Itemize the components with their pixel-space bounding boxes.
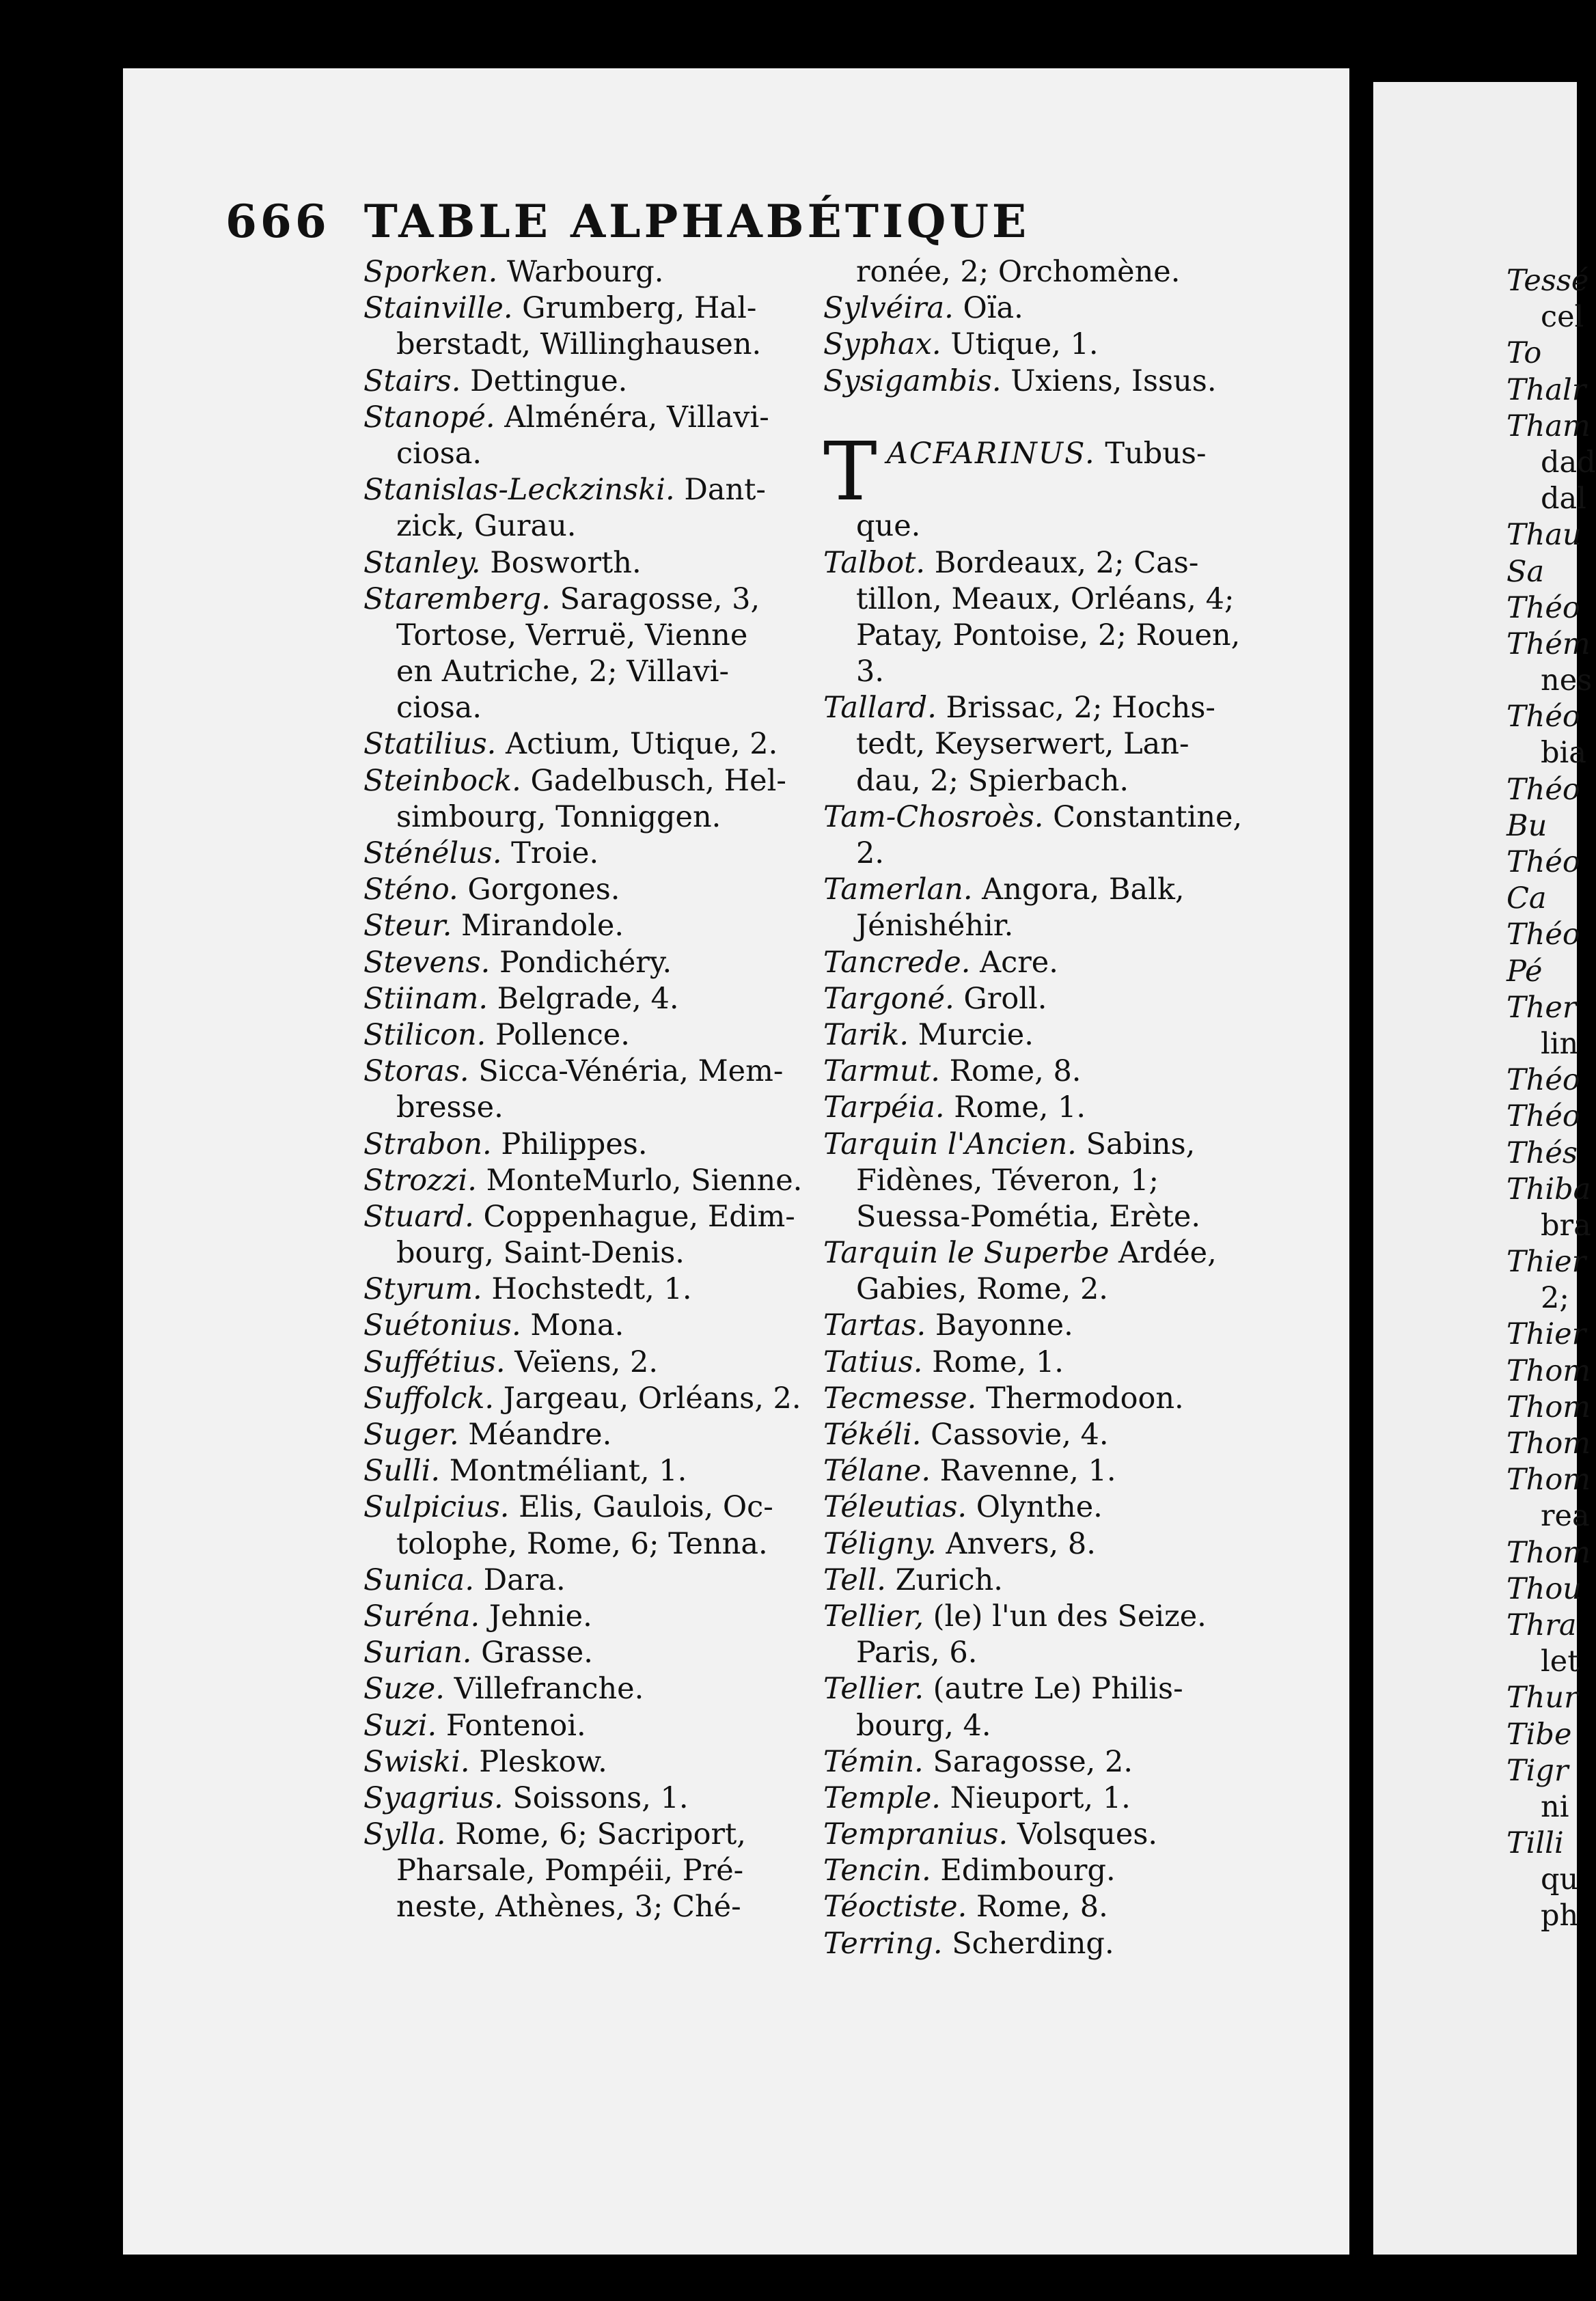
adjacent-page-fragment: Théo <box>1506 1099 1580 1134</box>
entry-name: Tarik. <box>823 1017 909 1052</box>
entry-name: Suze. <box>363 1672 445 1707</box>
entry-name: Stiinam. <box>363 981 489 1016</box>
entry-places: Acre. <box>970 945 1058 980</box>
entry-name: Tarquin l'Ancien. <box>823 1127 1077 1161</box>
index-entry <box>363 1599 787 1635</box>
adjacent-page-fragment: let <box>1541 1644 1580 1679</box>
entry-name: Syphax. <box>823 327 941 362</box>
entry-places: Zurich. <box>885 1562 1003 1597</box>
entry-continuation: en Autriche, 2; Villavi- <box>396 655 729 689</box>
index-entry <box>823 363 1247 400</box>
index-entry <box>823 290 1247 327</box>
index-entry <box>823 1744 1247 1780</box>
entry-name: Strozzi. <box>363 1163 477 1198</box>
index-entry <box>363 1453 787 1489</box>
entry-name: Suétonius. <box>363 1308 521 1343</box>
index-entry <box>823 1381 1247 1417</box>
entry-name: Tarmut. <box>823 1054 940 1089</box>
entry-name: Stilicon. <box>363 1017 486 1052</box>
adjacent-page-fragment: Ther <box>1506 990 1577 1025</box>
index-entry <box>823 945 1247 981</box>
entry-places: Rome, 1. <box>922 1345 1064 1379</box>
index-entry <box>823 1926 1247 1962</box>
entry-name: Steinbock. <box>363 763 521 798</box>
entry-name: Stainville. <box>363 291 513 326</box>
entry-name: Tatius. <box>823 1345 923 1379</box>
adjacent-page-fragment: dad <box>1541 445 1596 480</box>
entry-continuation: bourg, 4. <box>856 1708 991 1743</box>
entry-places: Sicca-Vénéria, Mem- <box>469 1054 784 1089</box>
entry-name: Sysigambis. <box>823 363 1002 398</box>
entry-places: Nieuport, 1. <box>940 1780 1131 1815</box>
entry-name: Staremberg. <box>363 581 551 616</box>
adjacent-page-fragment: dal <box>1541 482 1586 516</box>
index-entry <box>363 1345 787 1381</box>
entry-name: Suger. <box>363 1418 459 1452</box>
index-entry <box>363 1163 803 1199</box>
adjacent-page-fragment: lin <box>1541 1026 1579 1061</box>
index-column-right <box>823 254 1247 1962</box>
index-entry <box>363 1744 787 1780</box>
adjacent-page-fragment: Théo <box>1506 845 1580 879</box>
entry-name: Témin. <box>823 1744 924 1779</box>
page-header <box>225 195 1030 248</box>
entry-name: Tékéli. <box>823 1418 922 1452</box>
adjacent-page-fragment: Bu <box>1506 808 1547 843</box>
adjacent-page-fragment: Pé <box>1506 954 1543 989</box>
entry-name: Stanopé. <box>363 400 495 435</box>
entry-name: Storas. <box>363 1054 469 1089</box>
index-entry <box>363 1017 787 1053</box>
index-entry <box>363 763 787 799</box>
index-entry <box>363 1817 787 1853</box>
entry-continuation: tillon, Meaux, Orléans, 4; <box>856 581 1235 616</box>
index-entry <box>823 1017 1247 1053</box>
adjacent-page-fragment: qu <box>1541 1862 1579 1897</box>
entry-places: (le) l'un des Seize. <box>924 1599 1207 1634</box>
entry-places: Troie. <box>501 836 599 870</box>
entry-continuation: Jénishéhir. <box>856 909 1014 943</box>
index-entry <box>363 581 787 618</box>
index-entry <box>363 1053 787 1090</box>
index-entry <box>363 363 787 400</box>
adjacent-page-fragment: Thalr <box>1506 372 1586 407</box>
adjacent-page-fragment: Théo <box>1506 590 1580 625</box>
entry-continuation: tolophe, Rome, 6; Tenna. <box>396 1526 768 1561</box>
entry-places: Uxiens, Issus. <box>1001 363 1217 398</box>
adjacent-page-fragment: 2; <box>1541 1281 1569 1316</box>
index-entry <box>363 1489 787 1526</box>
entry-places: Pollence. <box>486 1017 630 1052</box>
page-number: 666 <box>225 195 330 248</box>
entry-name: Tellier, <box>823 1599 924 1634</box>
entry-name: Targoné. <box>823 981 954 1016</box>
entry-name: Tartas. <box>823 1308 926 1343</box>
index-entry <box>823 690 1247 726</box>
entry-places: Anvers, 8. <box>936 1526 1096 1561</box>
adjacent-page-fragment: nes <box>1541 663 1593 698</box>
index-entry <box>823 1489 1247 1526</box>
entry-places: Montméliant, 1. <box>440 1454 687 1489</box>
entry-places: Rome, 8. <box>967 1890 1108 1925</box>
entry-places: Veïens, 2. <box>505 1345 659 1379</box>
adjacent-page-fragment: Thur <box>1506 1681 1578 1716</box>
entry-name: Sylla. <box>363 1817 446 1852</box>
index-entry <box>363 254 787 290</box>
adjacent-page-fragment: Thom <box>1506 1535 1591 1570</box>
adjacent-page-fragment: ph <box>1541 1899 1579 1933</box>
entry-name: Stuard. <box>363 1199 474 1234</box>
adjacent-page-fragment: Thiba <box>1506 1172 1591 1207</box>
entry-continuation: bresse. <box>396 1090 504 1125</box>
adjacent-page-fragment: Thom <box>1506 1353 1591 1388</box>
entry-places: Dara. <box>474 1562 566 1597</box>
entry-name: Steur. <box>363 909 452 943</box>
entry-places: Jargeau, Orléans, 2. <box>494 1381 801 1416</box>
entry-places: Villefranche. <box>444 1672 644 1707</box>
entry-name: Sporken. <box>363 255 498 289</box>
entry-name: Strabon. <box>363 1127 492 1161</box>
index-entry <box>363 1562 787 1599</box>
index-entry <box>363 836 787 872</box>
index-entry <box>823 1780 1247 1817</box>
entry-places: Sabins, <box>1076 1127 1196 1161</box>
entry-name: Statilius. <box>363 727 497 762</box>
adjacent-page-fragment: Tigr <box>1506 1753 1569 1788</box>
entry-name: Sténo. <box>363 872 458 907</box>
entry-places: Bosworth. <box>480 545 642 580</box>
entry-name: Suffétius. <box>363 1345 506 1379</box>
entry-places: MonteMurlo, Sienne. <box>476 1163 803 1198</box>
index-entry <box>363 400 787 436</box>
entry-places: Tubus- <box>1095 436 1207 471</box>
index-entry <box>363 1635 787 1671</box>
adjacent-page-fragment: Théo <box>1506 1063 1580 1098</box>
adjacent-page-fragment: rea <box>1541 1499 1590 1534</box>
adjacent-page-fragment: bra <box>1541 1208 1591 1243</box>
index-entry <box>823 1671 1247 1707</box>
adjacent-page-fragment: ni <box>1541 1789 1569 1824</box>
index-entry <box>823 1090 1247 1126</box>
index-entry <box>823 981 1247 1017</box>
entry-continuation: zick, Gurau. <box>396 509 577 544</box>
entry-name: Terring. <box>823 1926 943 1961</box>
entry-name: Sylvéira. <box>823 291 954 326</box>
entry-continuation: 2. <box>856 836 885 871</box>
entry-continuation: ronée, 2; Orchomène. <box>856 255 1181 289</box>
entry-name: Tempranius. <box>823 1817 1008 1852</box>
entry-places: Warbourg. <box>497 255 664 289</box>
index-entry <box>363 290 787 327</box>
adjacent-page-fragment: Thés <box>1506 1135 1578 1170</box>
entry-places: Rome, 1. <box>944 1090 1086 1125</box>
index-entry <box>823 799 1247 836</box>
entry-places: Grasse. <box>471 1636 593 1670</box>
index-entry <box>823 1817 1247 1853</box>
entry-name: Stevens. <box>363 945 491 980</box>
index-entry <box>823 1526 1247 1562</box>
adjacent-page-fragment: Thom <box>1506 1427 1591 1461</box>
entry-places: Brissac, 2; Hochs- <box>936 691 1215 726</box>
entry-places: Olynthe. <box>967 1490 1103 1525</box>
entry-places: Elis, Gaulois, Oc- <box>509 1490 773 1525</box>
entry-name: Swiski. <box>363 1744 470 1779</box>
adjacent-page-fragment: Sa <box>1506 554 1545 589</box>
entry-continuation: berstadt, Willinghausen. <box>396 327 762 362</box>
entry-name: Talbot. <box>823 545 926 580</box>
index-entry <box>363 872 787 908</box>
entry-places: Bordeaux, 2; Cas- <box>925 545 1199 580</box>
entry-name: Télane. <box>823 1454 931 1489</box>
index-entry <box>363 981 787 1017</box>
index-entry <box>823 1345 1247 1381</box>
adjacent-page-fragment: Thém <box>1506 626 1591 661</box>
entry-places: Saragosse, 2. <box>923 1744 1133 1779</box>
entry-name: Tellier. <box>823 1672 924 1707</box>
index-entry <box>823 1235 1247 1271</box>
index-entry <box>823 1599 1247 1635</box>
entry-name: Tam-Chosroès. <box>823 799 1044 834</box>
index-entry <box>823 1853 1247 1889</box>
index-entry <box>823 545 1247 581</box>
index-entry <box>363 1780 787 1817</box>
entry-name: Surian. <box>363 1636 472 1670</box>
index-entry <box>823 1417 1247 1453</box>
entry-continuation: Suessa-Pométia, Erète. <box>856 1199 1200 1234</box>
adjacent-page-fragment: Thom <box>1506 1463 1591 1498</box>
index-entry <box>363 1308 787 1344</box>
entry-name: Stanislas-Leckzinski. <box>363 473 675 508</box>
entry-places: Pondichéry. <box>490 945 672 980</box>
index-entry <box>363 1199 795 1235</box>
entry-continuation: que. <box>856 509 921 544</box>
entry-name: Suréna. <box>363 1599 480 1634</box>
index-entry <box>823 327 1247 363</box>
index-entry <box>363 908 787 944</box>
entry-name: Sulli. <box>363 1454 441 1489</box>
entry-places: Soissons, 1. <box>503 1780 689 1815</box>
index-entry <box>823 1053 1247 1090</box>
entry-places: Ravenne, 1. <box>931 1454 1116 1489</box>
drop-cap: T <box>823 424 877 519</box>
entry-continuation: neste, Athènes, 3; Ché- <box>396 1890 741 1925</box>
entry-continuation: ciosa. <box>396 436 482 471</box>
adjacent-page-fragment: Théo <box>1506 700 1580 734</box>
adjacent-page-fragment: bia <box>1541 736 1586 771</box>
entry-name: Tecmesse. <box>823 1381 977 1416</box>
entry-places: Mirandole. <box>452 909 624 943</box>
entry-places: Méandre. <box>458 1418 612 1452</box>
entry-name: Téleutias. <box>823 1490 967 1525</box>
index-entry <box>363 1127 787 1163</box>
index-entry <box>823 1453 1247 1489</box>
entry-places: Saragosse, 3, <box>550 581 760 616</box>
index-entry <box>363 1417 787 1453</box>
entry-name: Temple. <box>823 1780 941 1815</box>
entry-continuation: Paris, 6. <box>856 1636 978 1670</box>
entry-places: Dant- <box>674 473 766 508</box>
index-entry <box>363 472 787 508</box>
entry-name: Tencin. <box>823 1854 931 1888</box>
entry-places: Gadelbusch, Hel- <box>521 763 786 798</box>
entry-places: Utique, 1. <box>941 327 1099 362</box>
entry-places: Gorgones. <box>458 872 620 907</box>
adjacent-page-fragment: To <box>1506 336 1542 371</box>
adjacent-page-fragment: Thau <box>1506 518 1582 553</box>
entry-places: Thermodoon. <box>976 1381 1184 1416</box>
entry-continuation: simbourg, Tonniggen. <box>396 799 721 834</box>
entry-places: Mona. <box>521 1308 624 1343</box>
blank-line <box>823 400 1247 436</box>
entry-continuation: Pharsale, Pompéii, Pré- <box>396 1854 744 1888</box>
entry-name: Stairs. <box>363 363 461 398</box>
index-entry <box>823 1127 1247 1163</box>
entry-places: Oïa. <box>953 291 1023 326</box>
entry-places: Groll. <box>954 981 1047 1016</box>
entry-places: Coppenhague, Edim- <box>473 1199 795 1234</box>
entry-continuation: tedt, Keyserwert, Lan- <box>856 727 1189 762</box>
entry-name: Styrum. <box>363 1272 482 1307</box>
entry-places: Cassovie, 4. <box>921 1418 1109 1452</box>
entry-continuation: ciosa. <box>396 691 482 726</box>
page-title: TABLE ALPHABÉTIQUE <box>363 195 1030 248</box>
adjacent-page-fragment: Thier <box>1506 1245 1586 1280</box>
entry-places: Jehnie. <box>480 1599 592 1634</box>
index-entry <box>363 545 787 581</box>
adjacent-page-fragment: cel <box>1541 300 1584 335</box>
entry-continuation: Patay, Pontoise, 2; Rouen, <box>856 618 1241 652</box>
entry-name: Suzi. <box>363 1708 437 1743</box>
entry-name: Syagrius. <box>363 1780 504 1815</box>
entry-name: Tamerlan. <box>823 872 973 907</box>
entry-continuation: 3. <box>856 655 885 689</box>
adjacent-page-fragment: Tibe <box>1506 1717 1572 1752</box>
entry-places: Rome, 6; Sacriport, <box>445 1817 746 1852</box>
entry-places: Murcie. <box>909 1017 1034 1052</box>
adjacent-page-fragment: Tilli <box>1506 1826 1564 1861</box>
entry-continuation: Gabies, Rome, 2. <box>856 1272 1108 1307</box>
adjacent-page-fragment: Thier <box>1506 1317 1586 1352</box>
entry-name: ACFARINUS. <box>886 436 1096 471</box>
index-entry <box>823 1562 1247 1599</box>
entry-places: Fontenoi. <box>437 1708 586 1743</box>
adjacent-page-fragment: Théo <box>1506 772 1580 807</box>
entry-name: Tarpéia. <box>823 1090 945 1125</box>
index-entry <box>363 1708 787 1744</box>
entry-places: Philippes. <box>491 1127 648 1161</box>
entry-places: Rome, 8. <box>939 1054 1082 1089</box>
entry-places: Ardée, <box>1109 1236 1217 1271</box>
index-entry <box>363 726 787 762</box>
entry-name: Tallard. <box>823 691 937 726</box>
entry-places: Constantine, <box>1043 799 1243 834</box>
entry-places: Dettingue. <box>460 363 628 398</box>
entry-name: Suffolck. <box>363 1381 495 1416</box>
index-entry <box>363 1381 801 1417</box>
entry-places: Alménéra, Villavi- <box>495 400 769 435</box>
entry-name: Sténélus. <box>363 836 502 870</box>
entry-places: Scherding. <box>942 1926 1114 1961</box>
entry-places: Edimbourg. <box>931 1854 1116 1888</box>
index-entry <box>823 1889 1247 1925</box>
entry-places: Pleskow. <box>469 1744 607 1779</box>
index-entry <box>823 872 1247 908</box>
entry-places: Angora, Balk, <box>972 872 1185 907</box>
entry-places: Actium, Utique, 2. <box>496 727 778 762</box>
entry-name: Tancrede. <box>823 945 971 980</box>
index-entry <box>823 424 1247 519</box>
entry-places: (autre Le) Philis- <box>924 1672 1183 1707</box>
entry-places: Volsques. <box>1008 1817 1158 1852</box>
entry-continuation: Tortose, Verruë, Vienne <box>396 618 748 652</box>
index-entry <box>363 945 787 981</box>
adjacent-page-text <box>1506 263 1596 1935</box>
entry-places: Belgrade, 4. <box>488 981 679 1016</box>
adjacent-page-fragment: Thom <box>1506 1390 1591 1424</box>
adjacent-page-fragment: Tessé <box>1506 264 1589 298</box>
adjacent-page-fragment: Tham <box>1506 409 1591 443</box>
entry-continuation: dau, 2; Spierbach. <box>856 763 1129 798</box>
entry-places: Grumberg, Hal- <box>512 291 757 326</box>
entry-continuation: Fidènes, Téveron, 1; <box>856 1163 1159 1198</box>
adjacent-page-fragment: Thou <box>1506 1571 1582 1606</box>
index-entry <box>363 1671 787 1707</box>
entry-name: Tell. <box>823 1562 886 1597</box>
entry-name: Tarquin le Superbe <box>823 1236 1110 1271</box>
adjacent-page-fragment: Théo <box>1506 918 1580 952</box>
index-entry <box>363 1271 787 1308</box>
entry-places: Bayonne. <box>926 1308 1073 1343</box>
entry-places: Hochstedt, 1. <box>482 1272 692 1307</box>
adjacent-page-fragment: Thra <box>1506 1608 1577 1642</box>
entry-name: Stanley. <box>363 545 481 580</box>
entry-name: Téligny. <box>823 1526 937 1561</box>
entry-name: Téoctiste. <box>823 1890 967 1925</box>
entry-name: Sulpicius. <box>363 1490 510 1525</box>
index-column-left <box>363 254 803 1926</box>
adjacent-page-fragment: Ca <box>1506 881 1547 916</box>
entry-name: Sunica. <box>363 1562 474 1597</box>
entry-continuation: bourg, Saint-Denis. <box>396 1236 685 1271</box>
index-entry <box>823 1308 1247 1344</box>
